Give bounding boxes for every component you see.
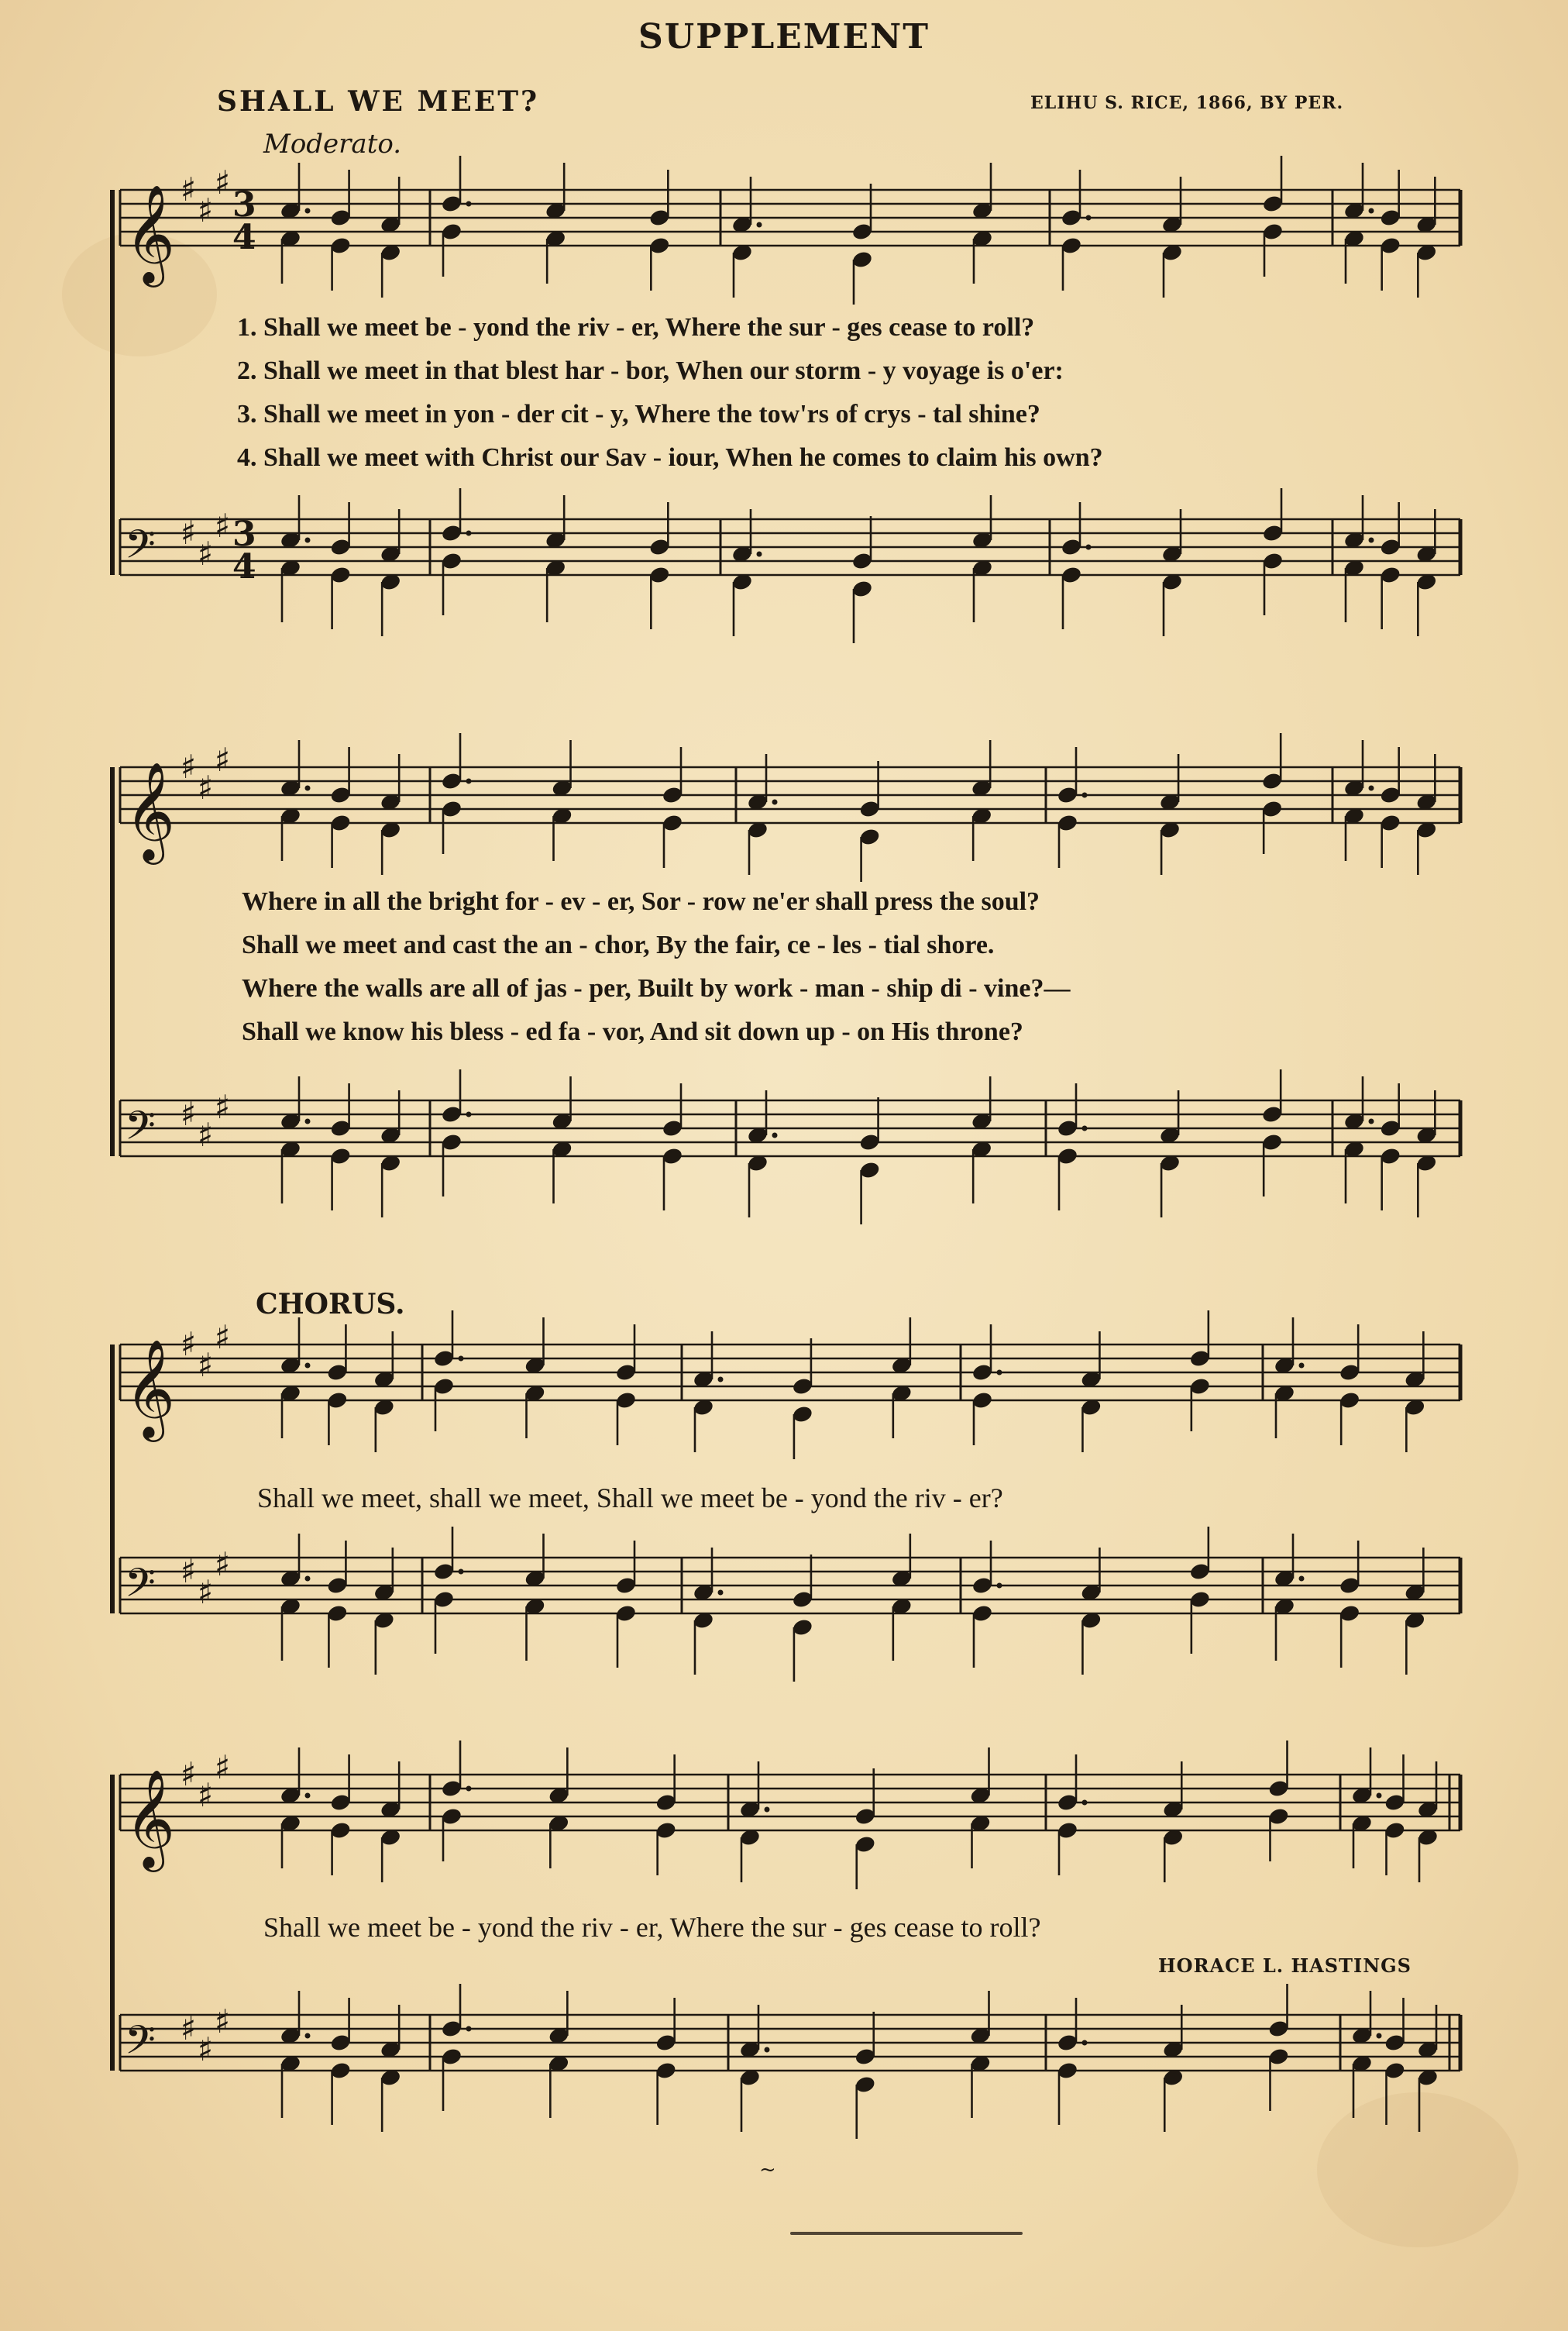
dot — [466, 531, 472, 536]
chorus-lyric: Shall we meet, shall we meet, Shall we meet be - yond the riv - er? — [257, 1482, 1003, 1513]
sharp-icon: ♯ — [198, 1573, 214, 1611]
verse-line-3: 3. Shall we meet in yon - der cit - y, Where the tow'rs of crys - tal shine? — [237, 400, 1040, 429]
verse2-line-4: Shall we know his bless - ed fa - vor, And sit down up - on His throne? — [242, 1017, 1023, 1046]
page-header: SUPPLEMENT — [638, 17, 930, 57]
dot — [765, 1807, 770, 1813]
sharp-icon: ♯ — [181, 1755, 197, 1793]
composer-credit: ELIHU S. RICE, 1866, BY PER. — [1030, 93, 1344, 113]
verse2-line-2: Shall we meet and cast the an - chor, By the fair, ce - les - tial shore. — [242, 931, 995, 959]
author-credit: HORACE L. HASTINGS — [1158, 1954, 1412, 1977]
sharp-icon: ♯ — [198, 535, 214, 573]
dot — [765, 2047, 770, 2053]
sharp-icon: ♯ — [215, 1545, 231, 1583]
dot — [466, 1786, 472, 1792]
sharp-icon: ♯ — [198, 1776, 214, 1814]
time-signature-top: 3 — [232, 185, 256, 225]
footer-mark: ~ — [759, 2158, 776, 2181]
sharp-icon: ♯ — [215, 741, 231, 779]
dot — [305, 208, 311, 214]
dot — [305, 1363, 311, 1369]
bass-clef-icon: 𝄢 — [125, 1102, 156, 1159]
dot — [305, 538, 311, 543]
dot — [718, 1590, 724, 1596]
sharp-icon: ♯ — [215, 1318, 231, 1356]
sharp-icon: ♯ — [198, 1116, 214, 1154]
sharp-icon: ♯ — [181, 1095, 197, 1133]
dot — [305, 2033, 311, 2039]
sharp-icon: ♯ — [215, 1748, 231, 1786]
sharp-icon: ♯ — [215, 1088, 231, 1126]
bass-clef-icon: 𝄢 — [125, 2016, 156, 2073]
dot — [1082, 793, 1088, 798]
dot — [997, 1583, 1002, 1589]
dot — [459, 1569, 464, 1575]
dot — [757, 222, 762, 228]
dot — [1377, 1793, 1382, 1799]
sharp-icon: ♯ — [198, 1346, 214, 1384]
sharp-icon: ♯ — [181, 2009, 197, 2047]
bass-clef-icon: 𝄢 — [125, 1559, 156, 1616]
dot — [1369, 786, 1374, 791]
sharp-icon: ♯ — [215, 507, 231, 545]
verse-line-1: 1. Shall we meet be - yond the riv - er, Where the sur - ges cease to roll? — [237, 313, 1035, 342]
dot — [1082, 1126, 1088, 1131]
dot — [466, 779, 472, 784]
treble-clef-icon: 𝄞 — [125, 1338, 176, 1438]
dot — [1377, 2033, 1382, 2039]
treble-clef-icon: 𝄞 — [125, 761, 176, 860]
dot — [997, 1370, 1002, 1376]
dot — [718, 1377, 724, 1382]
chorus-label: CHORUS. — [256, 1288, 405, 1320]
sharp-icon: ♯ — [215, 164, 231, 201]
dot — [1082, 1800, 1088, 1806]
time-signature-top: 3 — [232, 515, 256, 554]
verse2-line-3: Where the walls are all of jas - per, Built by work - man - ship di - vine?— — [242, 974, 1071, 1003]
dot — [305, 1576, 311, 1582]
dot — [305, 786, 311, 791]
footer-rule — [790, 2232, 1023, 2235]
hymn-title: SHALL WE MEET? — [217, 85, 540, 118]
sharp-icon: ♯ — [181, 1325, 197, 1363]
dot — [466, 2026, 472, 2032]
dot — [1369, 208, 1374, 214]
sharp-icon: ♯ — [181, 1552, 197, 1590]
dot — [1369, 538, 1374, 543]
dot — [1299, 1363, 1305, 1369]
dot — [459, 1356, 464, 1362]
bass-clef-icon: 𝄢 — [125, 521, 156, 577]
sharp-icon: ♯ — [181, 514, 197, 552]
dot — [305, 1793, 311, 1799]
dot — [466, 1112, 472, 1117]
dot — [1299, 1576, 1305, 1582]
dot — [1086, 545, 1092, 550]
dot — [305, 1119, 311, 1124]
treble-clef-icon: 𝄞 — [125, 1768, 176, 1868]
sharp-icon: ♯ — [215, 2002, 231, 2040]
dot — [1369, 1119, 1374, 1124]
verse2-line-1: Where in all the bright for - ev - er, Sor - row ne'er shall press the soul? — [242, 887, 1040, 916]
dot — [1086, 215, 1092, 221]
final-lyric: Shall we meet be - yond the riv - er, Where the sur - ges cease to roll? — [263, 1912, 1041, 1943]
sharp-icon: ♯ — [198, 191, 214, 229]
tempo-marking: Moderato. — [263, 129, 402, 160]
dot — [757, 552, 762, 557]
dot — [772, 800, 778, 805]
verse-line-4: 4. Shall we meet with Christ our Sav - iour, When he comes to claim his own? — [237, 443, 1103, 472]
sharp-icon: ♯ — [181, 748, 197, 786]
treble-clef-icon: 𝄞 — [125, 184, 176, 283]
dot — [466, 201, 472, 207]
dot — [1082, 2040, 1088, 2046]
time-signature-bottom: 4 — [232, 218, 256, 257]
sharp-icon: ♯ — [198, 2030, 214, 2068]
sharp-icon: ♯ — [198, 769, 214, 807]
verse-line-2: 2. Shall we meet in that blest har - bor, When our storm - y voyage is o'er: — [237, 356, 1064, 385]
dot — [772, 1133, 778, 1138]
time-signature-bottom: 4 — [232, 547, 256, 587]
sharp-icon: ♯ — [181, 170, 197, 208]
